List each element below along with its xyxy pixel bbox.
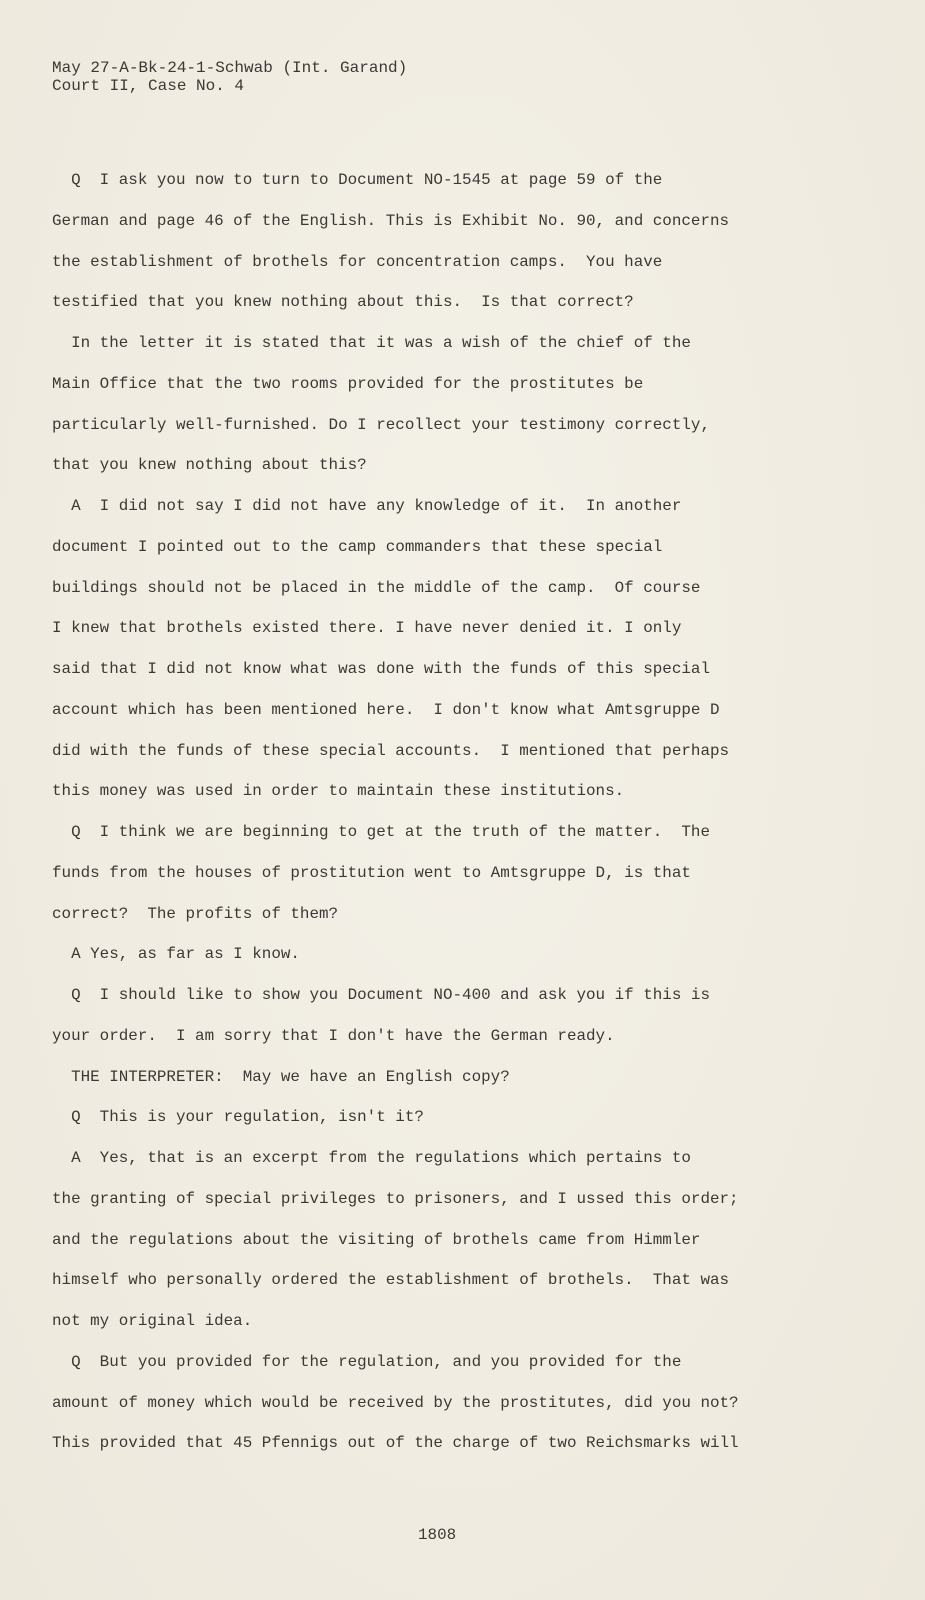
transcript-line: buildings should not be placed in the middle of the camp. Of course — [52, 578, 701, 597]
transcript-line: Q This is your regulation, isn't it? — [52, 1108, 424, 1127]
transcript-line: Q I ask you now to turn to Document NO-1545 at page 59 of the — [52, 171, 663, 189]
transcript-line: particularly well-furnished. Do I recollect your testimony correctly, — [52, 415, 710, 434]
transcript-line: document I pointed out to the camp commanders that these special — [52, 537, 663, 556]
transcript-line: this money was used in order to maintain these institutions. — [52, 782, 625, 801]
transcript-line: your order. I am sorry that I don't have the German ready. — [52, 1026, 615, 1045]
transcript-line: A Yes, as far as I know. — [52, 945, 300, 964]
transcript-line: German and page 46 of the English. This is Exhibit No. 90, and concerns — [52, 211, 730, 230]
transcript-line: This provided that 45 Pfennigs out of the charge of two Reichsmarks will — [52, 1434, 739, 1453]
transcript-line: Q I think we are beginning to get at the truth of the matter. The — [52, 823, 710, 841]
transcript-line: the granting of special privileges to prisoners, and I ussed this order; — [52, 1189, 739, 1208]
transcript-line: account which has been mentioned here. I don't know what Amtsgruppe D — [52, 700, 720, 719]
page-number: 1808 — [418, 1526, 457, 1544]
transcript-line: amount of money which would be received by the prostitutes, did you not? — [52, 1393, 739, 1412]
transcript-line: himself who personally ordered the establishment of brothels. That was — [52, 1271, 730, 1290]
transcript-line: In the letter it is stated that it was a wish of the chief of the — [52, 334, 691, 352]
header-line-1: May 27-A-Bk-24-1-Schwab (Int. Garand) — [52, 59, 408, 77]
transcript-line: testified that you knew nothing about this. Is that correct? — [52, 293, 634, 312]
transcript-line: did with the funds of these special accounts. I mentioned that perhaps — [52, 741, 730, 760]
transcript-line: funds from the houses of prostitution went to Amtsgruppe D, is that — [52, 863, 691, 882]
transcript-line: Q I should like to show you Document NO-400 and ask you if this is — [52, 986, 710, 1004]
transcript-line: the establishment of brothels for concentration camps. You have — [52, 252, 663, 271]
transcript-line: Q But you provided for the regulation, and you provided for the — [52, 1352, 682, 1371]
transcript-line: that you knew nothing about this? — [52, 456, 367, 475]
transcript-line: correct? The profits of them? — [52, 904, 339, 923]
transcript-line: not my original idea. — [52, 1312, 253, 1330]
transcript-line: Main Office that the two rooms provided for the prostitutes be — [52, 374, 644, 393]
transcript-line: and the regulations about the visiting of brothels came from Himmler — [52, 1230, 701, 1249]
transcript-line: said that I did not know what was done with the funds of this special — [52, 660, 710, 678]
transcript-line: I knew that brothels existed there. I have never denied it. I only — [52, 619, 682, 638]
header-line-2: Court II, Case No. 4 — [52, 77, 245, 95]
transcript-line: THE INTERPRETER: May we have an English copy? — [52, 1067, 510, 1086]
transcript-line: A Yes, that is an excerpt from the regulations which pertains to — [52, 1149, 691, 1167]
transcript-line: A I did not say I did not have any knowledge of it. In another — [52, 497, 682, 515]
